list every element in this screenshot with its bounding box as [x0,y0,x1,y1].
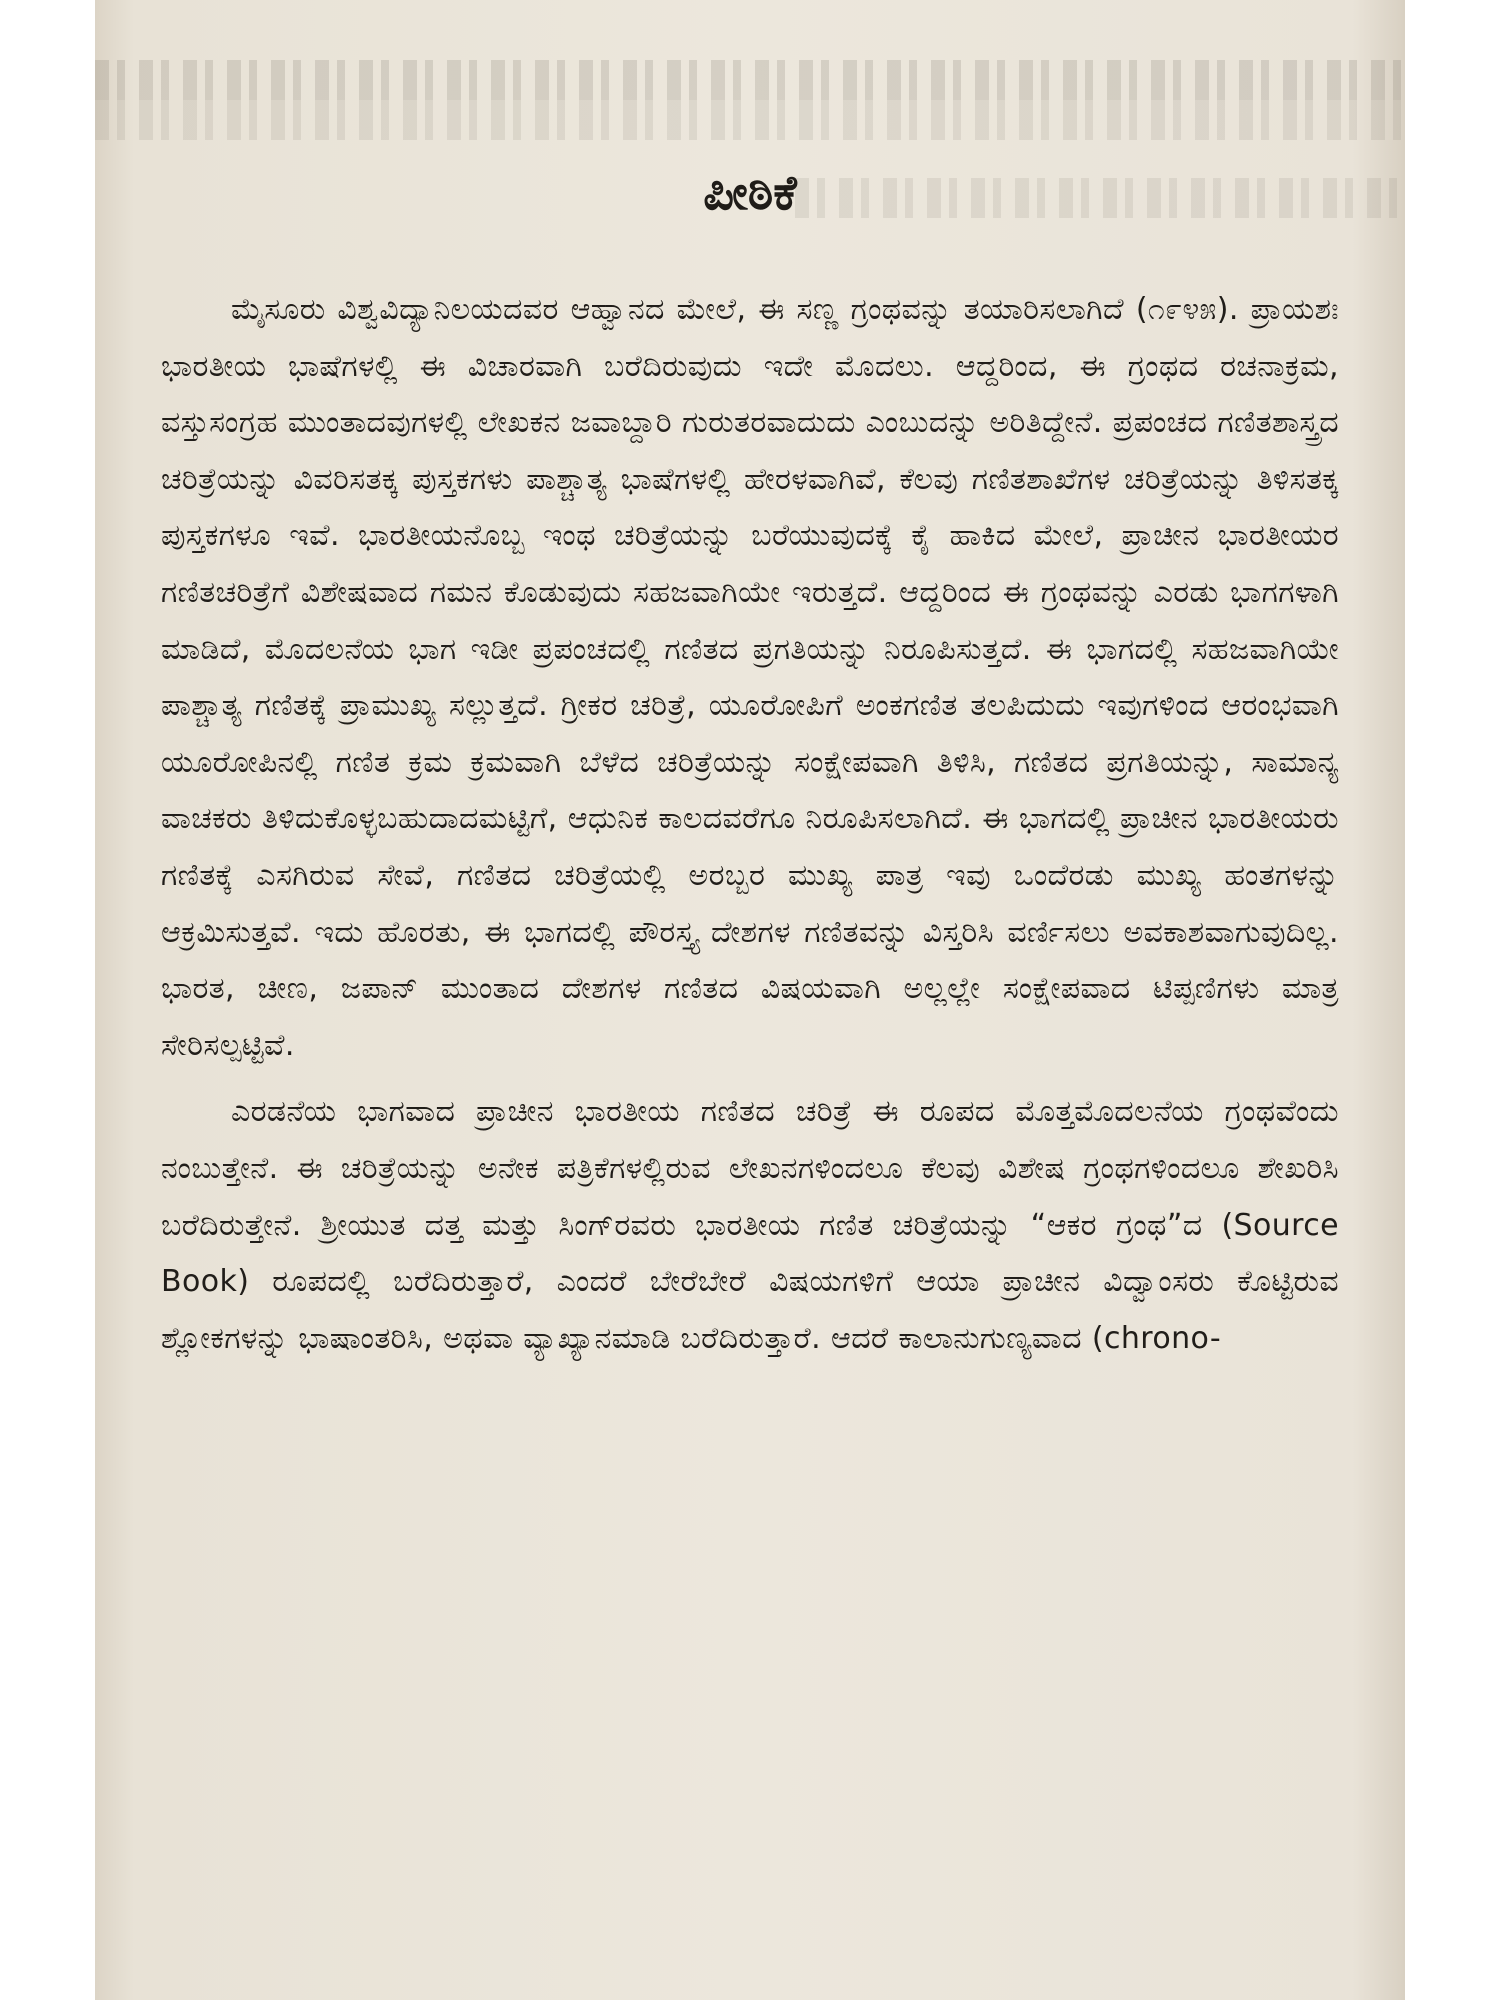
paragraph-2: ಎರಡನೆಯ ಭಾಗವಾದ ಪ್ರಾಚೀನ ಭಾರತೀಯ ಗಣಿತದ ಚರಿತ್ರೆ ಈ ರೂಪದ ಮೊತ್ತಮೊದಲನೆಯ ಗ್ರಂಥವೆಂದು ನಂಬುತ್ತೇನೆ. ಈ ಚರಿತ್ರೆಯನ್ನು ಅನೇಕ ಪತ್ರಿಕೆಗಳಲ್ಲಿರುವ ಲೇಖನಗಳಿಂದಲೂ ಕೆಲವು ವಿಶೇಷ ಗ್ರಂಥಗಳಿಂದಲೂ ಶೇಖರಿಸಿ ಬರೆದಿರುತ್ತೇನೆ. ಶ್ರೀಯುತ ದತ್ತ ಮತ್ತು ಸಿಂಗ್‌ರವರು ಭಾರತೀಯ ಗಣಿತ ಚರಿತ್ರೆಯನ್ನು “ಆಕರ ಗ್ರಂಥ”ದ (Source Book) ರೂಪದಲ್ಲಿ ಬರೆದಿರುತ್ತಾರೆ, ಎಂದರೆ ಬೇರೆಬೇರೆ ವಿಷಯಗಳಿಗೆ ಆಯಾ ಪ್ರಾಚೀನ ವಿದ್ವಾಂಸರು ಕೊಟ್ಟಿರುವ ಶ್ಲೋಕಗಳನ್ನು ಭಾಷಾಂತರಿಸಿ, ಅಥವಾ ವ್ಯಾಖ್ಯಾನಮಾಡಿ ಬರೆದಿರುತ್ತಾರೆ. ಆದರೆ ಕಾಲಾನುಗುಣ್ಯವಾದ (chrono- [161,1094,1339,1356]
page-title: ಪೀಠಿಕೆ [703,165,797,221]
book-page [95,0,1405,2000]
body-text [161,282,1339,1367]
bleed-through-texture [95,100,1405,140]
bleed-through-texture [95,60,1405,100]
paragraph-1: ಮೈಸೂರು ವಿಶ್ವವಿದ್ಯಾನಿಲಯದವರ ಆಹ್ವಾನದ ಮೇಲೆ, ಈ ಸಣ್ಣ ಗ್ರಂಥವನ್ನು ತಯಾರಿಸಲಾಗಿದೆ (೧೯೪೫). ಪ್ರಾಯಶಃ ಭಾರತೀಯ ಭಾಷೆಗಳಲ್ಲಿ ಈ ವಿಚಾರವಾಗಿ ಬರೆದಿರುವುದು ಇದೇ ಮೊದಲು. ಆದ್ದರಿಂದ, ಈ ಗ್ರಂಥದ ರಚನಾಕ್ರಮ, ವಸ್ತುಸಂಗ್ರಹ ಮುಂತಾದವುಗಳಲ್ಲಿ ಲೇಖಕನ ಜವಾಬ್ದಾರಿ ಗುರುತರವಾದುದು ಎಂಬುದನ್ನು ಅರಿತಿದ್ದೇನೆ. ಪ್ರಪಂಚದ ಗಣಿತಶಾಸ್ತ್ರದ ಚರಿತ್ರೆಯನ್ನು ವಿವರಿಸತಕ್ಕ ಪುಸ್ತಕಗಳು ಪಾಶ್ಚಾತ್ಯ ಭಾಷೆಗಳಲ್ಲಿ ಹೇರಳವಾಗಿವೆ, ಕೆಲವು ಗಣಿತಶಾಖೆಗಳ ಚರಿತ್ರೆಯನ್ನು ತಿಳಿಸತಕ್ಕ ಪುಸ್ತಕಗಳೂ ಇವೆ. ಭಾರತೀಯನೊಬ್ಬ ಇಂಥ ಚರಿತ್ರೆಯನ್ನು ಬರೆಯುವುದಕ್ಕೆ ಕೈ ಹಾಕಿದ ಮೇಲೆ, ಪ್ರಾಚೀನ ಭಾರತೀಯರ ಗಣಿತಚರಿತ್ರೆಗೆ ವಿಶೇಷವಾದ ಗಮನ ಕೊಡುವುದು ಸಹಜವಾಗಿಯೇ ಇರುತ್ತದೆ. ಆದ್ದರಿಂದ ಈ ಗ್ರಂಥವನ್ನು ಎರಡು ಭಾಗಗಳಾಗಿ ಮಾಡಿದೆ, ಮೊದಲನೆಯ ಭಾಗ ಇಡೀ ಪ್ರಪಂಚದಲ್ಲಿ ಗಣಿತದ ಪ್ರಗತಿಯನ್ನು ನಿರೂಪಿಸುತ್ತದೆ. ಈ ಭಾಗದಲ್ಲಿ ಸಹಜವಾಗಿಯೇ ಪಾಶ್ಚಾತ್ಯ ಗಣಿತಕ್ಕೆ ಪ್ರಾಮುಖ್ಯ ಸಲ್ಲುತ್ತದೆ. ಗ್ರೀಕರ ಚರಿತ್ರೆ, ಯೂರೋಪಿಗೆ ಅಂಕಗಣಿತ ತಲಪಿದುದು ಇವುಗಳಿಂದ ಆರಂಭವಾಗಿ ಯೂರೋಪಿನಲ್ಲಿ ಗಣಿತ ಕ್ರಮ ಕ್ರಮವಾಗಿ ಬೆಳೆದ ಚರಿತ್ರೆಯನ್ನು ಸಂಕ್ಷೇಪವಾಗಿ ತಿಳಿಸಿ, ಗಣಿತದ ಪ್ರಗತಿಯನ್ನು, ಸಾಮಾನ್ಯ ವಾಚಕರು ತಿಳಿದುಕೊಳ್ಳಬಹುದಾದಮಟ್ಟಿಗೆ, ಆಧುನಿಕ ಕಾಲದವರೆಗೂ ನಿರೂಪಿಸಲಾಗಿದೆ. ಈ ಭಾಗದಲ್ಲಿ ಪ್ರಾಚೀನ ಭಾರತೀಯರು ಗಣಿತಕ್ಕೆ ಎಸಗಿರುವ ಸೇವೆ, ಗಣಿತದ ಚರಿತ್ರೆಯಲ್ಲಿ ಅರಬ್ಬರ ಮುಖ್ಯ ಪಾತ್ರ ಇವು ಒಂದೆರಡು ಮುಖ್ಯ ಹಂತಗಳನ್ನು ಆಕ್ರಮಿಸುತ್ತವೆ. ಇದು ಹೊರತು, ಈ ಭಾಗದಲ್ಲಿ ಪೌರಸ್ತ್ಯ ದೇಶಗಳ ಗಣಿತವನ್ನು ವಿಸ್ತರಿಸಿ ವರ್ಣಿಸಲು ಅವಕಾಶವಾಗುವುದಿಲ್ಲ. ಭಾರತ, ಚೀಣ, ಜಪಾನ್ ಮುಂತಾದ ದೇಶಗಳ ಗಣಿತದ ವಿಷಯವಾಗಿ ಅಲ್ಲಲ್ಲೇ ಸಂಕ್ಷೇಪವಾದ ಟಿಪ್ಪಣಿಗಳು ಮಾತ್ರ ಸೇರಿಸಲ್ಪಟ್ಟಿವೆ. [161,292,1339,1063]
